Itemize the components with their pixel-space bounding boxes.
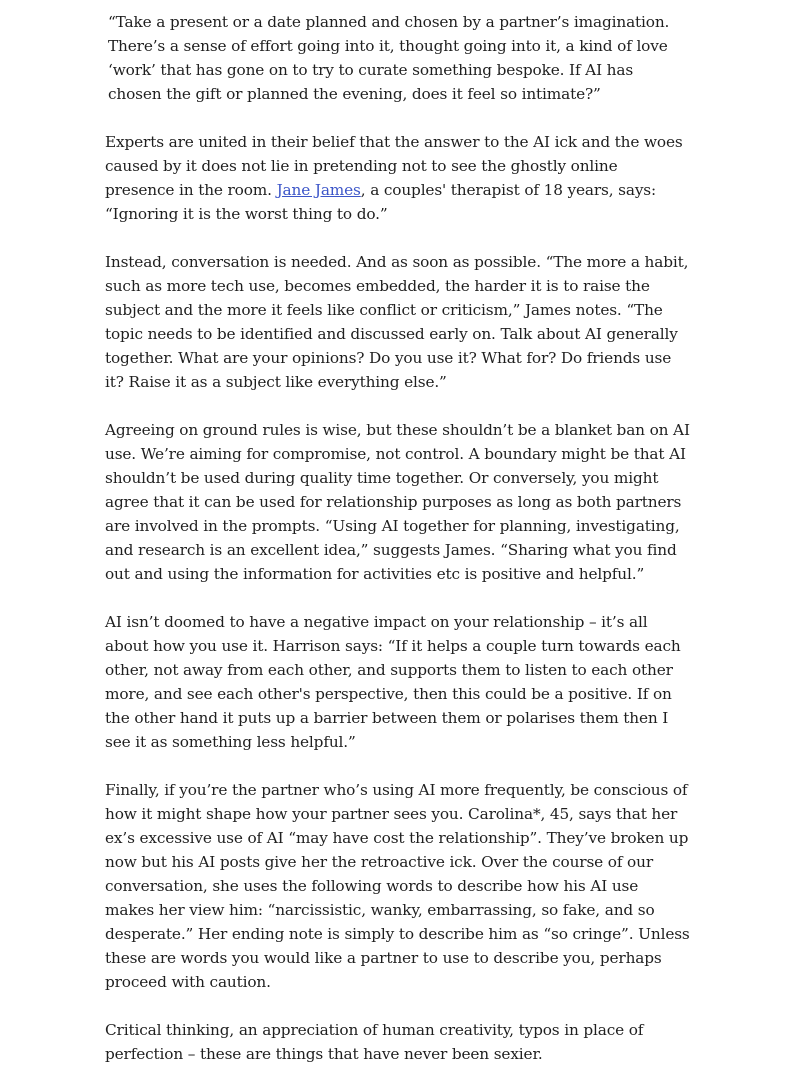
paragraph-finally: Finally, if you’re the partner who’s using AI more frequently, be conscious of how it might shape how your partner sees you. Carolina*, 45, says that her ex’s excessive use of AI “may have cost the relationship”. They’ve broken up now but his AI posts give her the retroactive ick. Over the course of our conversation, she uses the following words to describe how his AI use makes her view him: “narcissistic, wanky, embarrassing, so fake, and so desperate.” Her ending note is simply to describe him as “so cringe”. Unless these are words you would like a partner to use to describe you, perhaps proceed with caution. [105,781,690,991]
paragraph-conversation: Instead, conversation is needed. And as soon as possible. “The more a habit, such as more tech use, becomes embedded, the harder it is to raise the subject and the more it feels like conflict or criticism,” James notes. “The topic needs to be identified and discussed early on. Talk about AI generally together. What are your opinions? Do you use it? What for? Do friends use it? Raise it as a subject like everything else.” [105,253,689,391]
jane-james-link[interactable]: Jane James [276,181,361,199]
paragraph-ground-rules: Agreeing on ground rules is wise, but these shouldn’t be a blanket ban on AI use. We’re aiming for compromise, not control. A boundary might be that AI shouldn’t be used during quality time together. Or conversely, you might agree that it can be used for relationship purposes as long as both partners are involved in the prompts. “Using AI together for planning, investigating, and research is an excellent idea,” suggests James. “Sharing what you find out and using the information for activities etc is positive and helpful.” [105,421,690,583]
paragraph-critical-thinking: Critical thinking, an appreciation of human creativity, typos in place of perfection – these are things that have never been sexier. [105,1021,644,1063]
paragraph-experts-text: Experts are united in their belief that the answer to the AI ick and the woes caused by it does not lie in pretending not to see the ghostly online presence in the room. [105,133,683,199]
paragraph-quote-present: “Take a present or a date planned and chosen by a partner’s imagination. There’s a sense of effort going into it, thought going into it, a kind of love ‘work’ that has gone on to try to curate something bespoke. If AI has chosen the gift or planned the evening, does it feel so intimate?” [108,13,670,103]
paragraph-experts-text-after: , a couples' therapist of 18 years, says: “Ignoring it is the worst thing to do.” [105,181,657,223]
paragraph-negative-impact: AI isn’t doomed to have a negative impact on your relationship – it’s all about how you use it. Harrison says: “If it helps a couple turn towards each other, not away from each other, and supports them to listen to each other more, and see each other's perspective, then this could be a positive. If on the other hand it puts up a barrier between them or polarises them then I see it as something less helpful.” [105,613,681,751]
article-body [105,10,690,1090]
paragraph-experts [105,130,690,226]
